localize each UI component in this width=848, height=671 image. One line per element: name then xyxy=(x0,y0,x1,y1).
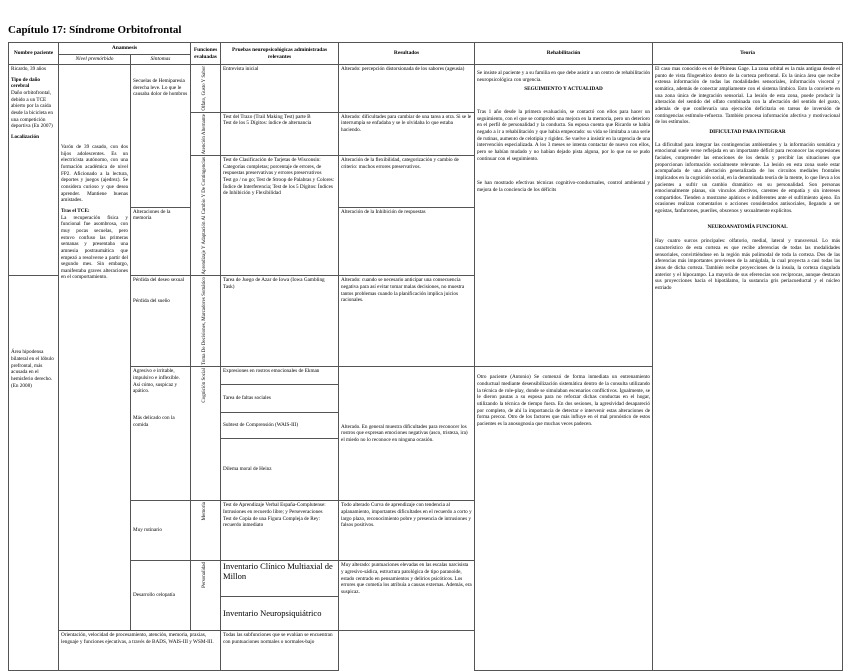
funcion-aprendizaje: Aprendizaje Y Adaptación Al Cambio Y De Contingencias xyxy=(191,156,221,276)
resultado-personalidad: Muy alterado: puntuaciones elevadas en las escalas narcisista y agresivo-sádica, estructura patológica de tipo paranoide, estado centrado en pensamientos y delirios psicóticos. Los errores que cometía los atribuía a causas externas. Además, era suspicaz. xyxy=(339,561,475,631)
patient-column xyxy=(9,65,59,276)
resultado-atencion: Alterado: dificultades para cambiar de una tarea a otra. Si se le interrumpía se enfadaba y se le olvidaba lo que estaba haciendo. xyxy=(339,112,475,155)
dificultad-heading: DIFICULTAD PARA INTEGRAR xyxy=(709,128,786,135)
prueba-atencion: Test del Trazo (Trail Making Test) parte B Test de los 5 Dígitos: índice de alternancia xyxy=(221,112,339,155)
neuro-text: Hay cuatro surcos principales: olfatorio, medial, lateral y transversal. Lo más característico de esta corteza es que recibe aferencias de todas las modalidades sensoriales, convirtiéndose en la región más polimodal de toda la corteza. Dos de las aferencias más importantes provienen de la amígdala, la cual proyecta a casi todas las áreas de dicha corteza. También recibe proyecciones de la ínsula, la corteza cingulada anterior y el hipocampo. La mayoría de sus eferencias son recíprocas, aunque destacan sus proyecciones hacia el hipotálamo, la sustancia gris periacueductal y el núcleo estriado xyxy=(655,238,841,292)
prueba-cognicion-2: Tarea de faltas sociales xyxy=(221,385,339,413)
resultado-memoria: Todo alterado Curva de aprendizaje con tendencia al aplanamiento, importantes dificultades en el recuerdo a corto y largo plazo, reconocimiento pobre y presencia de intrusiones y falsos positivos. xyxy=(339,501,475,561)
teoria-column xyxy=(653,65,843,671)
sintoma-3-4: Pérdida del deseo sexual Pérdida del sueño xyxy=(131,276,191,367)
dificultad-text: La dificultad para integrar las contingencias ambientales y la información somática y emocional suele verse reflejada en un importante déficit para reconocer las expresiones faciales, comprender las emociones de los demás y percibir las situaciones que proporcionan información socialmente relevante. La lesión en esta zona suele estar acompañada de una afectación generalizada de los circuitos mediales frontales implicados en la cognición social, en la denominada teoría de la mente, lo que lleva a los pacientes a sufrir un cambio dramático en su personalidad. Son personas emocionalmente planas, sin vínculos afectivos, carentes de empatía y sin intereses compartidos. Tienden a mostrarse apáticos e indiferentes ante el sufrimiento ajeno. En ocasiones realizan comentarios o acciones considerados antisociales, llegando a ser egoístas, fanfarrones, pueriles, obscenos y sexualmente explícitos. xyxy=(655,141,841,215)
localizacion-label: Localización xyxy=(11,133,39,140)
sintoma-5-6: Agresivo e irritable, impulsivo e inflexible. Así cómo, suspicaz y apático. Más delicado con la comida xyxy=(131,367,191,501)
funcion-atencion: Atención Alternante xyxy=(191,112,221,155)
resultado-olfato: Alterado: percepción distorsionada de los sabores (ageusia) xyxy=(339,65,475,113)
tipo-dano: Daño orbitofrontal, debido a un TCE abierto por la caída desde la bicicleta en una competición deportiva (En 2007) xyxy=(11,89,53,130)
header-rehabilitacion: Rehabilitación xyxy=(475,43,653,65)
seguimiento-heading: SEGUIMIENTO Y ACTUALIDAD xyxy=(524,86,603,93)
otro-caso-text: Otro paciente (Antonio) Se comenzó de forma inmediata un entrenamiento conductual mediante desensibilización sistemática dentro de la consulta utilizando la técnica de role-play, donde se simulaban escenarios conflictivos. Igualmente, se le dieron pautas a su esposa para no reforzar dichas conductas en el hogar, utilizando la técnica de tiempo fuera. En dos sesiones, la agresividad desapareció por completo, de ahí la importancia de detectar e intervenir estas alteraciones de forma precoz. Otro de los factores que más influye en el mal pronóstico de estos pacientes es la anosognosia que muchas veces padecen. xyxy=(477,374,651,427)
prueba-personalidad-2: Inventario Neuropsiquiátrico xyxy=(221,597,339,631)
tras-tce-label: Tras el TCE: xyxy=(61,207,90,214)
sintoma-2: Alteraciones de la memoria xyxy=(131,207,191,276)
rehab-intro: Se insiste al paciente y a su familia en que debe asistir a un centro de rehabilitación neuropsicológica con urgencia. xyxy=(477,70,651,83)
funcion-cognicion: Cognición Social xyxy=(191,367,221,501)
prueba-personalidad-1: Inventario Clínico Multiaxial de Millon xyxy=(221,561,339,597)
prueba-aprendizaje: Test de Clasificación de Tarjetas de Wisconsin: Categorías completas; porcentaje de errores, de respuestas preservativas y errores preservativos Test go / no go; Test de Stroop de Palabras y Colores: Índice de Interferencia; Test de los 5 Dígitos: Índices de Inhibición y Flexibilidad xyxy=(221,156,339,276)
funcion-personalidad: Personalidad xyxy=(191,561,221,631)
funcion-memoria: Memoria xyxy=(191,501,221,561)
tipo-dano-label: Tipo de daño cerebral xyxy=(11,76,41,90)
header-nivel-premorbido: Nivel premórbido xyxy=(59,55,131,65)
header-funciones: Funciones evaluadas xyxy=(191,43,221,65)
resultado-final: Todas las subfunciones que se evalúan se encuentran con puntuaciones normales o normales-bajo xyxy=(221,631,339,671)
prueba-cognicion-1: Expresiones en rostros emocionales de Ekman xyxy=(221,367,339,385)
prueba-cognicion-3: Subtest de Comprensión (WAIS-III) xyxy=(221,413,339,439)
prueba-final: Orientación, velocidad de procesamiento, atención, memoria, praxias, lenguaje y funciones ejecutivas, a través de BADS, WAIS-III y WSM-III. xyxy=(59,631,221,671)
prueba-olfato: Entrevista inicial xyxy=(221,65,339,113)
page-title: Capítulo 17: Síndrome Orbitofrontal xyxy=(8,24,182,36)
case-table xyxy=(8,42,843,671)
resultado-aprendizaje-1: Alteración de la flexibilidad, categorización y cambio de criterio: muchos errores preservativos. xyxy=(339,156,475,208)
tecnicas-text: Se han mostrado efectivas técnicas cognitivo-conductuales, control ambiental y mejora de la conciencia de los déficits xyxy=(477,180,651,193)
header-pruebas: Pruebas neuropsicológicas administradas relevantes xyxy=(221,43,339,65)
header-teoria: Teoría xyxy=(653,43,843,65)
sintoma-8: Desarrollo celopatía xyxy=(131,561,191,631)
sintoma-7: Muy rutinario xyxy=(131,501,191,561)
funcion-toma: Toma De Decisiones, Marcadores Somático xyxy=(191,276,221,367)
header-resultados: Resultados xyxy=(339,43,475,65)
neuro-heading: NEUROANATOMÍA FUNCIONAL xyxy=(707,223,788,230)
header-anamnesis: Anamnesis xyxy=(59,43,191,55)
funcion-olfato: Olfato, Gusto Y Sabor xyxy=(191,65,221,113)
rehab-column-2 xyxy=(475,367,653,671)
seguimiento-text: Tras 1 año desde la primera evaluación, se contactó con ellos para hacer un seguimiento, con el que se comprobó una mejora en la memoria, pero un deterioro en el perfil de personalidad y la conducta. Su esposa cuenta que Ricardo se había negado a ir a rehabilitación y que había empeorado: su vida se limitaba a una serie de rutinas, aumento de celotipia y rigidez. Se vuelve a insistir en la urgencia de una intervención especializada. A los 3 meses se intenta contactar de nuevo con ellos, pero se habían mudado y no habían dejado pista alguna, por lo que no se pudo continuar con el seguimiento. xyxy=(477,108,651,162)
header-sintomas: Síntomas xyxy=(131,55,191,65)
resultado-cognicion: Alterado. En general muestra dificultades para reconocer los rostros que expresan emociones negativas (asco, tristeza, ira) el miedo no lo reconoce en ninguna ocasión. xyxy=(339,367,475,501)
prueba-memoria: Test de Aprendizaje Verbal España-Complutense: Intrusiones en recuerdo libre; y Perseveraciones Test de Copia de una Figura Compleja de Rey: recuerdo inmediato xyxy=(221,501,339,561)
patient-name: Ricardo, 39 años xyxy=(11,66,47,72)
header-nombre: Nombre paciente xyxy=(9,43,59,65)
localizacion-cell xyxy=(9,276,59,671)
premorbid-text: Varón de 39 casado, con dos hijos adolescentes. Es un electricista autónomo, con una formación académica de nivel FP2. Aficionado a la lectura, deportes y juegos (ajedrez). Se considera curioso y que desea aprender. Mantiene buenas amistades. xyxy=(61,144,128,204)
resultado-toma: Alterado: cuando se necesario anticipar una consecuencia negativa para así evitar tomar malas decisiones, no muestra tantos problemas cuando la planificación implica juicios racionales. xyxy=(339,276,475,367)
prueba-cognicion-4: Dilema moral de Heinz xyxy=(221,439,339,501)
premorbid-column xyxy=(59,65,131,631)
sintoma-1: Secuelas de Hemiparesia derecha leve. Lo que le causaba dolor de hombros xyxy=(131,65,191,208)
resultado-aprendizaje-2: Alteración de la Inhibición de respuestas xyxy=(339,207,475,276)
tras-tce-text: La recuperación física y funcional fue asombrosa, con muy pocas secuelas, pero estuvo confuso las primeras semanas y presentaba una amnesia postraumática que empezó a resolverse a partir del segundo mes. Sin embargo, manifestaba graves alteraciones en el comportamiento. xyxy=(61,214,128,281)
localizacion-text: Área hipodensa bilateral en el lóbulo prefrontal, más acusada en el hemisferio derecho. (En 2008) xyxy=(11,349,54,389)
prueba-toma: Tarea de Juego de Azar de Iowa (Iowa Gambling Task) xyxy=(221,276,339,367)
teoria-parrafo-1: El caso mas conocido es el de Phineas Gage. La zona orbital es la más antigua desde el punto de vista filogenético dentro de la corteza prefrontal. Es la única área que recibe extensa información de todas las modalidades sensoriales, información visceral y somática, además de conectar ampliamente con el sistema límbico. Esto la convierte en una zona única de integración sensorial. La lesión de esta zona, puede producir la alteración del sentido del olfato combinada con la afectación del sentido del gusto, además de que conllevaría una ejecución deficitaria en tareas de inversión de contingencias estímulo-refuerzo. También procesa información afectiva y motivacional de los estímulos. xyxy=(655,66,841,126)
rehab-column-1 xyxy=(475,65,653,367)
